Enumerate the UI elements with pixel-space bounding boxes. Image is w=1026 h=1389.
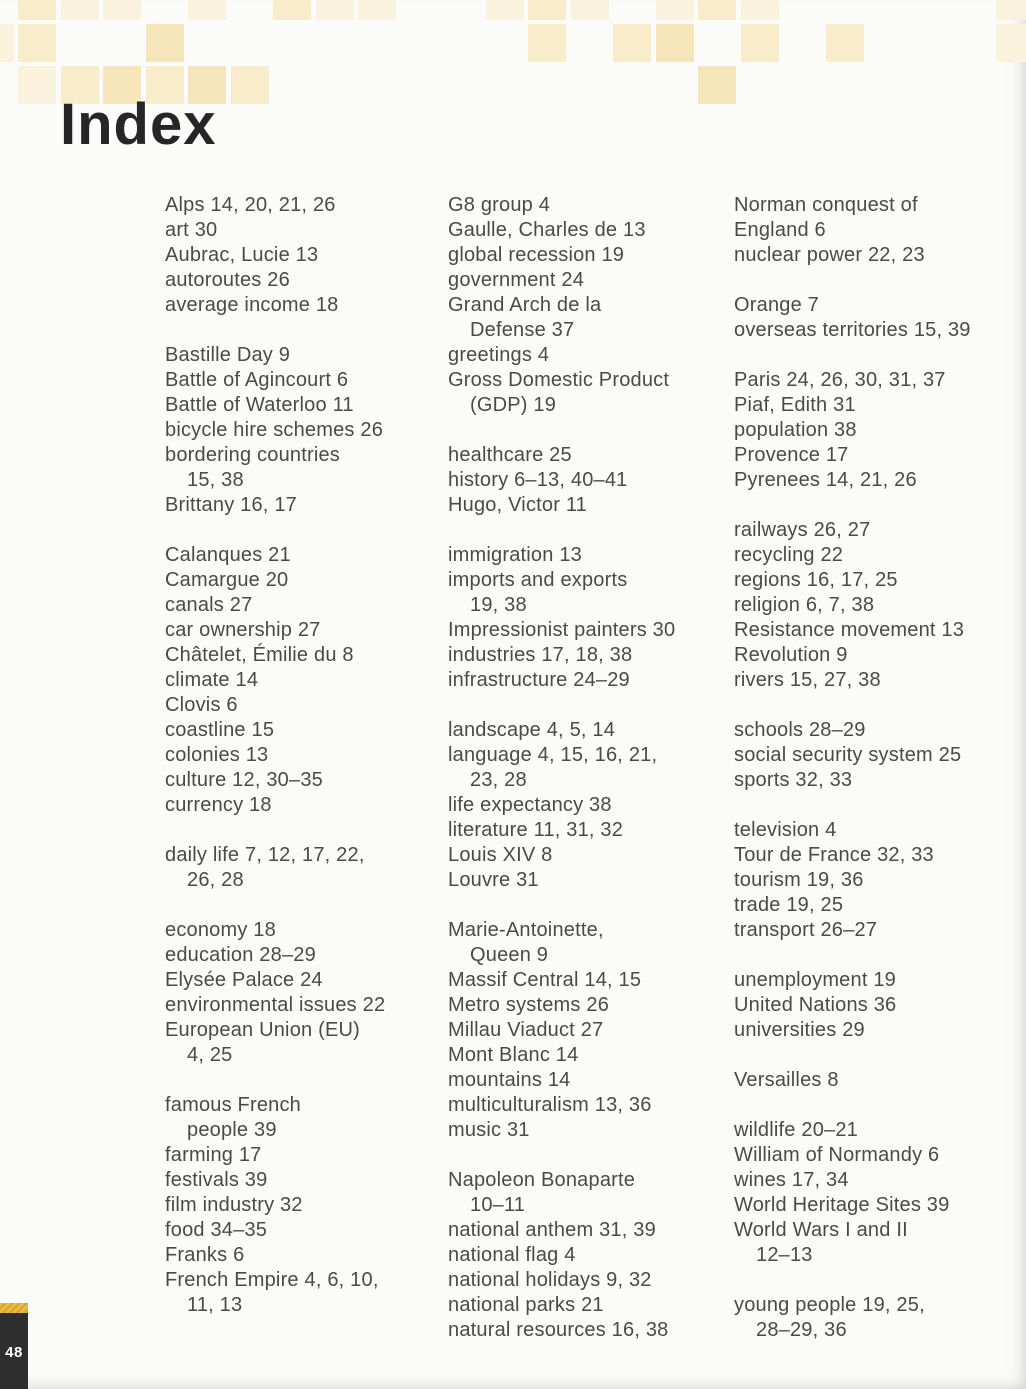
index-entry-line: William of Normandy 6 xyxy=(734,1144,940,1166)
index-group xyxy=(734,368,1026,493)
index-group xyxy=(734,718,1026,793)
decorative-square xyxy=(698,0,736,20)
decorative-square xyxy=(528,0,566,20)
index-entry-line: art 30 xyxy=(165,219,218,241)
index-entry-line: 26, 28 xyxy=(187,869,244,891)
decorative-square xyxy=(698,66,736,104)
decorative-square xyxy=(146,24,184,62)
index-group xyxy=(734,1118,1026,1268)
decorative-square xyxy=(103,0,141,20)
index-entry-line: colonies 13 xyxy=(165,744,269,766)
index-entry-line: tourism 19, 36 xyxy=(734,869,864,891)
index-entry-line: imports and exports xyxy=(448,569,628,591)
index-entry-line: life expectancy 38 xyxy=(448,794,612,816)
index-entry-line: car ownership 27 xyxy=(165,619,321,641)
index-entry-line: literature 11, 31, 32 xyxy=(448,819,624,841)
index-entry-line: canals 27 xyxy=(165,594,253,616)
index-entry-line: Marie-Antoinette, xyxy=(448,919,604,941)
index-entry-line: global recession 19 xyxy=(448,244,625,266)
decorative-square xyxy=(613,24,651,62)
index-entry-line: 15, 38 xyxy=(187,469,244,491)
decorative-square xyxy=(741,0,779,20)
index-entry-line: Mont Blanc 14 xyxy=(448,1044,579,1066)
index-group xyxy=(165,1093,450,1318)
page-number-tab xyxy=(0,1303,28,1389)
index-entry-line: mountains 14 xyxy=(448,1069,571,1091)
index-entry-line: Queen 9 xyxy=(470,944,549,966)
decorative-square xyxy=(996,24,1026,62)
decorative-square xyxy=(996,0,1026,20)
index-entry-line: Gaulle, Charles de 13 xyxy=(448,219,646,241)
index-group xyxy=(165,543,450,818)
index-entry-line: 11, 13 xyxy=(187,1294,243,1316)
index-entry-line: Pyrenees 14, 21, 26 xyxy=(734,469,917,491)
index-entry-line: transport 26–27 xyxy=(734,919,878,941)
index-entry-line: Versailles 8 xyxy=(734,1069,839,1091)
index-entry-line: rivers 15, 27, 38 xyxy=(734,669,881,691)
index-entry-line: Gross Domestic Product xyxy=(448,369,670,391)
index-group xyxy=(448,443,732,518)
index-entry-line: healthcare 25 xyxy=(448,444,572,466)
index-entry-line: Camargue 20 xyxy=(165,569,289,591)
index-entry-line: immigration 13 xyxy=(448,544,582,566)
decorative-square xyxy=(18,24,56,62)
index-entry-line: Impressionist painters 30 xyxy=(448,619,676,641)
index-entry-line: overseas territories 15, 39 xyxy=(734,319,971,341)
index-entry-line: wildlife 20–21 xyxy=(734,1119,858,1141)
index-entry-line: Calanques 21 xyxy=(165,544,291,566)
index-entry-line: Paris 24, 26, 30, 31, 37 xyxy=(734,369,946,391)
index-entry-line: 10–11 xyxy=(470,1194,526,1216)
index-entry-line: environmental issues 22 xyxy=(165,994,386,1016)
index-group xyxy=(734,1293,1026,1343)
index-entry-line: multiculturalism 13, 36 xyxy=(448,1094,652,1116)
index-entry-line: schools 28–29 xyxy=(734,719,866,741)
index-entry-line: average income 18 xyxy=(165,294,339,316)
index-entry-line: Resistance movement 13 xyxy=(734,619,965,641)
index-group xyxy=(165,343,450,518)
index-entry-line: infrastructure 24–29 xyxy=(448,669,630,691)
index-entry-line: universities 29 xyxy=(734,1019,865,1041)
index-group xyxy=(448,543,732,693)
index-entry-line: (GDP) 19 xyxy=(470,394,557,416)
index-columns xyxy=(165,193,1026,1343)
index-group xyxy=(734,1068,1026,1093)
decorative-square xyxy=(273,0,311,20)
index-entry-line: Norman conquest of xyxy=(734,194,918,216)
index-entry-line: Alps 14, 20, 21, 26 xyxy=(165,194,336,216)
index-entry-line: G8 group 4 xyxy=(448,194,551,216)
index-entry-line: 23, 28 xyxy=(470,769,527,791)
index-entry-line: United Nations 36 xyxy=(734,994,897,1016)
index-entry-line: sports 32, 33 xyxy=(734,769,853,791)
index-entry-line: national parks 21 xyxy=(448,1294,604,1316)
index-entry-line: natural resources 16, 38 xyxy=(448,1319,669,1341)
index-entry-line: greetings 4 xyxy=(448,344,550,366)
index-entry-line: Defense 37 xyxy=(470,319,575,341)
index-entry-line: economy 18 xyxy=(165,919,276,941)
index-entry-line: national holidays 9, 32 xyxy=(448,1269,652,1291)
index-entry-line: farming 17 xyxy=(165,1144,262,1166)
index-entry-line: French Empire 4, 6, 10, xyxy=(165,1269,379,1291)
index-entry-line: culture 12, 30–35 xyxy=(165,769,323,791)
index-entry-line: 19, 38 xyxy=(470,594,527,616)
index-entry-line: Provence 17 xyxy=(734,444,849,466)
index-entry-line: wines 17, 34 xyxy=(734,1169,849,1191)
index-entry-line: climate 14 xyxy=(165,669,259,691)
index-entry-line: England 6 xyxy=(734,219,826,241)
index-entry-line: government 24 xyxy=(448,269,585,291)
index-entry-line: festivals 39 xyxy=(165,1169,268,1191)
decorative-square xyxy=(528,24,566,62)
index-group xyxy=(448,718,732,893)
index-entry-line: education 28–29 xyxy=(165,944,316,966)
index-column-3 xyxy=(734,193,1026,1343)
index-entry-line: Aubrac, Lucie 13 xyxy=(165,244,319,266)
index-entry-line: 4, 25 xyxy=(187,1044,233,1066)
index-group xyxy=(734,293,1026,343)
index-entry-line: music 31 xyxy=(448,1119,530,1141)
index-entry-line: industries 17, 18, 38 xyxy=(448,644,633,666)
index-entry-line: population 38 xyxy=(734,419,857,441)
decorative-square xyxy=(571,0,609,20)
index-entry-line: autoroutes 26 xyxy=(165,269,290,291)
index-group xyxy=(734,968,1026,1043)
index-entry-line: national anthem 31, 39 xyxy=(448,1219,656,1241)
index-entry-line: Louis XIV 8 xyxy=(448,844,553,866)
index-entry-line: Grand Arch de la xyxy=(448,294,602,316)
index-entry-line: young people 19, 25, xyxy=(734,1294,925,1316)
decorative-square xyxy=(18,0,56,20)
index-entry-line: Napoleon Bonaparte xyxy=(448,1169,636,1191)
index-entry-line: people 39 xyxy=(187,1119,277,1141)
index-entry-line: Orange 7 xyxy=(734,294,819,316)
decorative-square xyxy=(358,0,396,20)
index-entry-line: Hugo, Victor 11 xyxy=(448,494,588,516)
index-entry-line: film industry 32 xyxy=(165,1194,303,1216)
decorative-square xyxy=(486,0,524,20)
index-group xyxy=(448,918,732,1143)
index-entry-line: nuclear power 22, 23 xyxy=(734,244,925,266)
index-column-2 xyxy=(448,193,732,1343)
index-entry-line: Louvre 31 xyxy=(448,869,539,891)
index-group xyxy=(734,818,1026,943)
decorative-square xyxy=(0,24,14,62)
index-entry-line: Battle of Waterloo 11 xyxy=(165,394,354,416)
index-entry-line: Millau Viaduct 27 xyxy=(448,1019,604,1041)
index-entry-line: food 34–35 xyxy=(165,1219,268,1241)
index-entry-line: European Union (EU) xyxy=(165,1019,361,1041)
index-entry-line: Franks 6 xyxy=(165,1244,245,1266)
index-entry-line: history 6–13, 40–41 xyxy=(448,469,628,491)
index-entry-line: railways 26, 27 xyxy=(734,519,871,541)
index-group xyxy=(165,918,450,1068)
index-group xyxy=(165,843,450,893)
index-entry-line: World Wars I and II xyxy=(734,1219,908,1241)
index-column-1 xyxy=(165,193,450,1343)
index-group xyxy=(734,193,1026,268)
decorative-square xyxy=(188,0,226,20)
index-entry-line: regions 16, 17, 25 xyxy=(734,569,898,591)
index-entry-line: currency 18 xyxy=(165,794,272,816)
decorative-square xyxy=(231,66,269,104)
index-entry-line: bordering countries xyxy=(165,444,341,466)
index-entry-line: Tour de France 32, 33 xyxy=(734,844,934,866)
index-entry-line: religion 6, 7, 38 xyxy=(734,594,875,616)
index-entry-line: Clovis 6 xyxy=(165,694,238,716)
index-group xyxy=(734,518,1026,693)
index-entry-line: famous French xyxy=(165,1094,301,1116)
index-entry-line: Massif Central 14, 15 xyxy=(448,969,642,991)
decorative-square xyxy=(316,0,354,20)
index-entry-line: language 4, 15, 16, 21, xyxy=(448,744,658,766)
page-number-block xyxy=(0,1313,28,1389)
page-title: Index xyxy=(60,91,217,157)
index-entry-line: Revolution 9 xyxy=(734,644,848,666)
index-group xyxy=(165,193,450,318)
index-group xyxy=(448,1168,732,1343)
decorative-square xyxy=(18,66,56,104)
index-entry-line: Bastille Day 9 xyxy=(165,344,291,366)
index-entry-line: daily life 7, 12, 17, 22, xyxy=(165,844,365,866)
index-entry-line: 28–29, 36 xyxy=(756,1319,847,1341)
index-entry-line: Elysée Palace 24 xyxy=(165,969,323,991)
index-entry-line: coastline 15 xyxy=(165,719,275,741)
index-entry-line: Piaf, Edith 31 xyxy=(734,394,856,416)
index-entry-line: landscape 4, 5, 14 xyxy=(448,719,616,741)
index-entry-line: Metro systems 26 xyxy=(448,994,610,1016)
decorative-square xyxy=(826,24,864,62)
index-entry-line: trade 19, 25 xyxy=(734,894,844,916)
index-entry-line: Châtelet, Émilie du 8 xyxy=(165,644,354,666)
index-entry-line: bicycle hire schemes 26 xyxy=(165,419,384,441)
decorative-square xyxy=(61,0,99,20)
index-group xyxy=(448,193,732,418)
decorative-square xyxy=(741,24,779,62)
index-entry-line: recycling 22 xyxy=(734,544,844,566)
index-entry-line: 12–13 xyxy=(756,1244,813,1266)
index-entry-line: Battle of Agincourt 6 xyxy=(165,369,349,391)
index-entry-line: television 4 xyxy=(734,819,837,841)
index-entry-line: national flag 4 xyxy=(448,1244,576,1266)
index-entry-line: social security system 25 xyxy=(734,744,962,766)
index-entry-line: World Heritage Sites 39 xyxy=(734,1194,950,1216)
index-entry-line: Brittany 16, 17 xyxy=(165,494,297,516)
decorative-square xyxy=(656,24,694,62)
tab-gold-strip xyxy=(0,1303,28,1313)
decorative-square xyxy=(656,0,694,20)
page-number: 48 xyxy=(5,1343,23,1361)
index-entry-line: unemployment 19 xyxy=(734,969,896,991)
